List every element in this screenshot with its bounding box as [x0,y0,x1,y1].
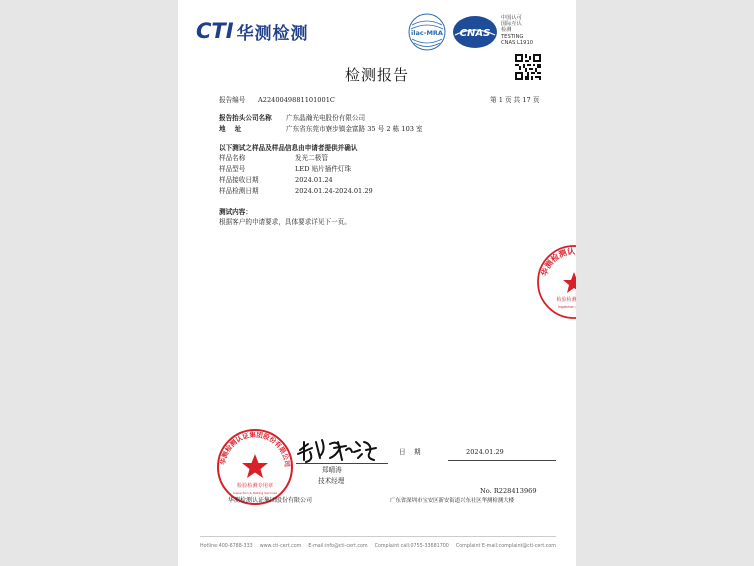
page-info: 第 1 页 共 17 页 [490,96,540,104]
left-stamp-text: 华测检测认证集团股份有限公司 [218,430,292,468]
company-name: 广东晶瀚光电股份有限公司 [286,114,366,122]
signer-role: 技术经理 [318,477,345,485]
footer-complaint-call: Complaint call:0755-33681700 [374,544,449,549]
right-stamp-seal [536,244,602,320]
signer-name: 郑晴涛 [322,466,342,474]
address-value: 广东省东莞市寮步镇金富路 35 号 2 栋 103 室 [286,125,423,133]
left-stamp-seal [216,428,294,506]
report-title: 检测报告 [344,66,409,84]
address-label: 地 址 [219,125,242,133]
company-address: 广东省深圳市宝安区新安街道兴东社区华测检测大楼 [390,498,514,504]
sample-row-label: 样品名称 [219,154,246,162]
left-stamp-english: Inspection & Testing Services [233,491,277,495]
signature-date: 2024.01.29 [466,448,504,456]
left-stamp-center: 检验检测专用章 [236,483,274,489]
test-text: 根据客户的申请要求，具体要求详见下一页。 [219,218,351,226]
footer [200,544,556,549]
cnas-text-line: 国际互认 [501,21,522,28]
issuer-company: 华测检测认证集团股份有限公司 [228,497,313,504]
test-heading: 测试内容： [219,208,252,216]
report-no-label: 报告编号 [219,96,246,104]
handwritten-signature [296,436,380,464]
date-label: 日 期 [399,448,421,456]
company-label: 报告抬头公司名称 [219,114,272,122]
footer-divider [200,536,556,537]
footer-website[interactable]: www.cti-cert.com [259,544,302,549]
right-stamp-center: 检验检测专用章 [556,297,592,303]
cnas-text-line: 中国认可 [501,15,522,21]
footer-email[interactable]: E-mail:info@cti-cert.com [308,544,368,549]
cti-logo [196,19,309,43]
report-no: A2240049881101001C [258,96,335,104]
footer-complaint-email[interactable]: Complaint E-mail:complaint@cti-cert.com [455,544,556,549]
date-line [448,460,556,461]
sample-row-label: 样品检测日期 [219,187,259,195]
report-page [178,0,602,566]
sample-row-value: LED 贴片插件灯珠 [295,165,352,173]
cnas-label: CNAS [459,28,491,39]
ilac-mra-logo [408,13,446,51]
sample-row-label: 样品型号 [219,165,246,173]
footer-hotline: Hotline:400-6788-333 [200,544,253,549]
right-stamp-english: Inspection & Testing [557,305,591,309]
cnas-text-line: 检测 [501,27,512,34]
cnas-text-line: CNAS L1910 [501,39,534,46]
ilac-label: ilac-MRA [411,29,443,37]
cnas-text-line: TESTING [501,33,524,40]
logo-chinese: 华测检测 [236,23,309,44]
right-stamp-text: 华测检测认证集团 [539,246,602,278]
report-serial: No. R228413969 [480,487,537,495]
sample-row-value: 发光二极管 [295,154,328,162]
cnas-logo [452,15,498,49]
signature-line [296,463,388,464]
cnas-accreditation-text [501,15,561,46]
sample-heading: 以下测试之样品及样品信息由申请者提供并确认 [219,144,358,152]
sample-row-label: 样品接收日期 [219,176,259,184]
sample-row-value: 2024.01.24 [295,176,333,184]
logo-latin: CTI [196,19,234,43]
sample-row-value: 2024.01.24-2024.01.29 [295,187,373,195]
